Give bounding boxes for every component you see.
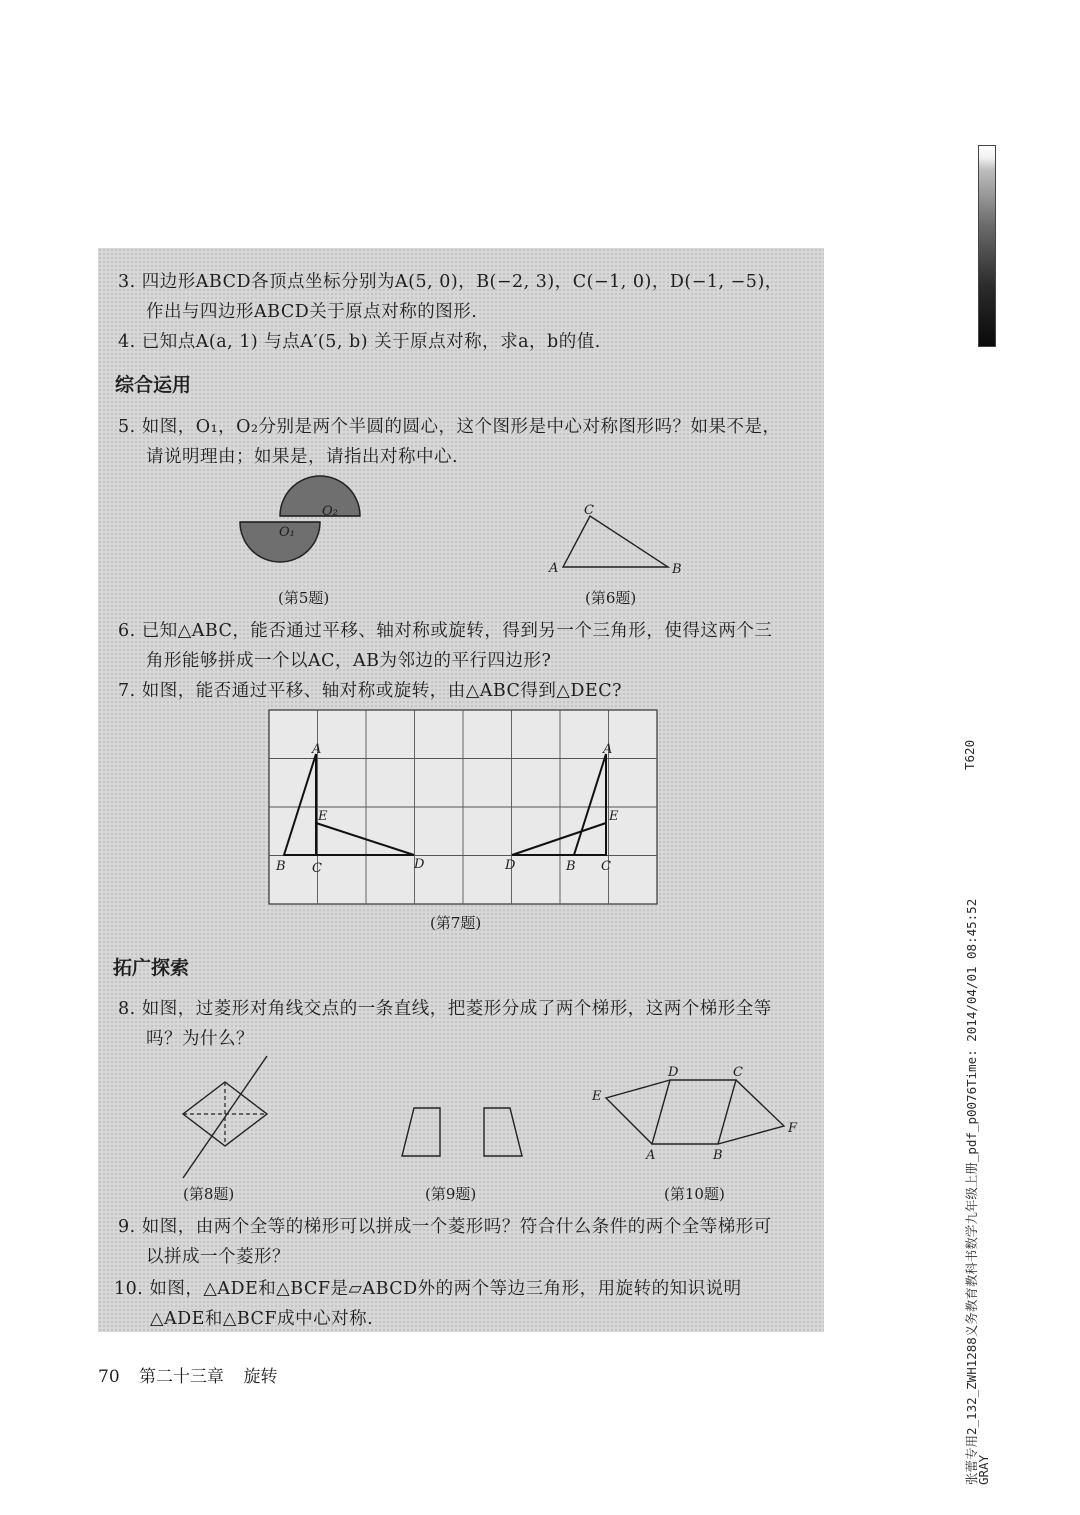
fig7-right-label-a: A [603, 742, 613, 757]
fig10-label-f: F [788, 1121, 798, 1136]
fig6-label-b: B [672, 562, 682, 577]
grayscale-calibration-strip [978, 145, 996, 347]
figure-10-parallelogram [588, 1060, 808, 1168]
label-o2: O₂ [322, 504, 338, 519]
fig6-label-a: A [549, 561, 559, 576]
problem-8-line-1: 8. 如图，过菱形对角线交点的一条直线，把菱形分成了两个梯形，这两个梯形全等 [118, 999, 772, 1019]
section-heading-comprehensive: 综合运用 [115, 374, 192, 396]
fig7-left-label-b: B [276, 859, 286, 874]
scan-side-text: 张蕾专用2_132_ZWH1288义务教育教科书数学九年级上册_pdf_p0076Time: 2014/04/01 08:45:52 [964, 898, 979, 1485]
fig7-left-label-a: A [312, 742, 322, 757]
fig7-left-label-d: D [414, 857, 425, 872]
problem-3-line-2: 作出与四边形ABCD关于原点对称的图形. [146, 302, 478, 322]
fig10-label-c: C [733, 1065, 743, 1080]
problem-6-line-2: 角形能够拼成一个以AC，AB为邻边的平行四边形? [146, 651, 552, 671]
figure-6-triangle [540, 500, 690, 580]
fig10-label-d: D [668, 1065, 679, 1080]
problem-5-line-1: 5. 如图，O₁，O₂分别是两个半圆的圆心，这个图形是中心对称图形吗？如果不是， [118, 417, 781, 437]
figure-7-caption: (第7题) [430, 914, 482, 932]
figure-9-trapezoids [398, 1100, 528, 1162]
problem-7: 7. 如图，能否通过平移、轴对称或旋转，由△ABC得到△DEC? [118, 681, 622, 701]
figure-10-caption: (第10题) [664, 1185, 725, 1203]
figure-5-semicircles [232, 472, 388, 578]
fig10-label-b: B [713, 1148, 723, 1163]
problem-3-line-1: 3. 四边形ABCD各顶点坐标分别为A(5, 0)，B(−2, 3)，C(−1, 0)，D(−1, −5)， [118, 272, 783, 292]
problem-8-line-2: 吗？为什么？ [146, 1029, 254, 1049]
figure-9-caption: (第9题) [425, 1185, 477, 1203]
chapter-title: 旋转 [243, 1367, 278, 1387]
problem-10-line-1: 10. 如图，△ADE和△BCF是▱ABCD外的两个等边三角形，用旋转的知识说明 [114, 1279, 742, 1299]
fig6-label-c: C [584, 503, 594, 518]
chapter-label: 第二十三章 [139, 1367, 225, 1387]
figure-5-caption: (第5题) [278, 589, 330, 607]
fig7-right-label-b: B [566, 859, 576, 874]
problem-5-line-2: 请说明理由；如果是，请指出对称中心. [146, 447, 459, 467]
fig10-label-e: E [592, 1089, 602, 1104]
figure-7-grid [268, 708, 660, 908]
figure-6-caption: (第6题) [585, 589, 637, 607]
fig7-right-label-e: E [609, 809, 619, 824]
fig7-left-label-e: E [318, 809, 328, 824]
fig10-label-a: A [646, 1148, 656, 1163]
problem-9-line-1: 9. 如图，由两个全等的梯形可以拼成一个菱形吗？符合什么条件的两个全等梯形可 [118, 1217, 772, 1237]
fig7-right-label-d: D [505, 858, 516, 873]
problem-6-line-1: 6. 已知△ABC，能否通过平移、轴对称或旋转，得到另一个三角形，使得这两个三 [118, 621, 773, 641]
page-number: 70 [98, 1367, 120, 1387]
figure-8-caption: (第8题) [183, 1185, 235, 1203]
problem-9-line-2: 以拼成一个菱形？ [146, 1247, 290, 1267]
section-heading-extension: 拓广探索 [113, 957, 190, 979]
figure-8-rhombus [175, 1052, 275, 1182]
page-footer [98, 1362, 291, 1387]
problem-10-line-2: △ADE和△BCF成中心对称. [150, 1309, 374, 1329]
scan-side-gray: GRAY [976, 1454, 991, 1485]
label-o1: O₁ [279, 525, 295, 540]
problem-4: 4. 已知点A(a, 1) 与点A′(5, b) 关于原点对称，求a，b的值. [118, 332, 601, 352]
fig7-right-label-c: C [601, 859, 611, 874]
scan-side-code: T620 [962, 739, 977, 770]
fig7-left-label-c: C [312, 861, 322, 876]
